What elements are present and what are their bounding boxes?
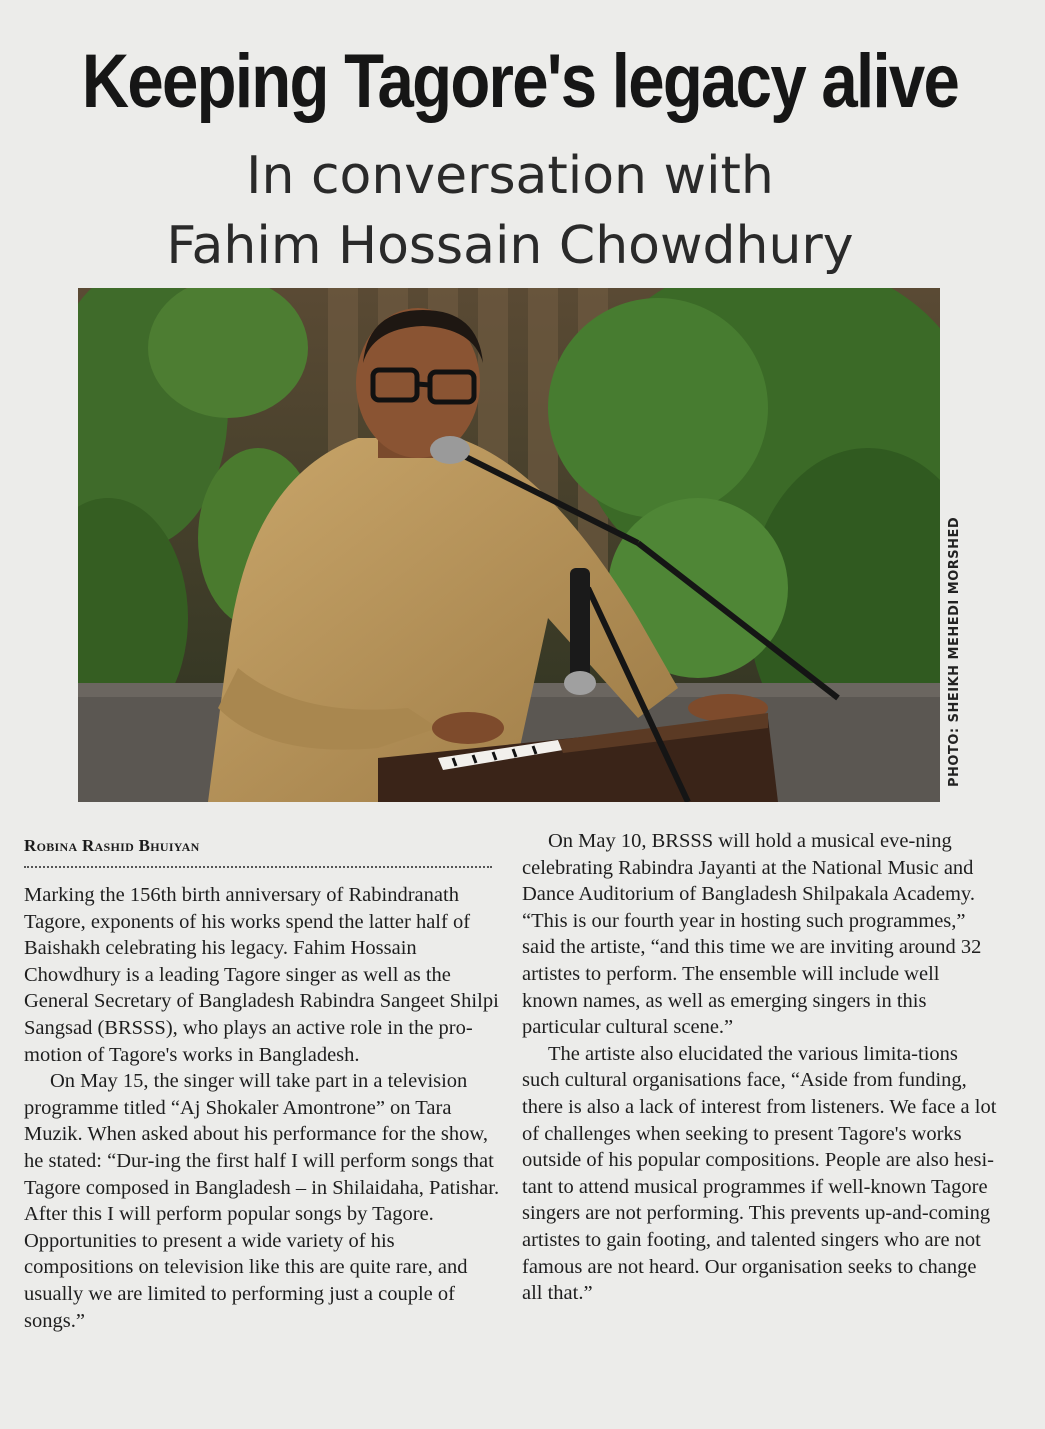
byline: Robina Rashid Bhuiyan <box>24 836 200 855</box>
photo-credit <box>940 288 972 802</box>
byline-divider <box>24 866 492 868</box>
paragraph: The artiste also elucidated the various limita-tions such cultural organisations face, “Aside from funding, there is also a lack of interest from listeners. We face a lot of challenges when seeking to present Tagore's works outside of his popular compositions. People are also hesi-tant to attend musical programmes if well-known Tagore singers are not performing. This prevents up-and-coming artistes to gain footing, and talented singers who are not famous are not heard. Our organisation seeks to change all that.” <box>522 1042 997 1305</box>
paragraph: On May 15, the singer will take part in a television programme titled “Aj Shokaler Amontrone” on Tara Muzik. When asked about his performance for the show, he stated: “Dur-ing the first half I will perform songs that Tagore composed in Bangladesh – in Shilaidaha, Patishar. After this I will perform popular songs by Tagore. Opportunities to present a wide variety of his compositions on television like this are quite rare, and usually we are limited to performing just a couple of songs.” <box>24 1070 500 1332</box>
paragraph: Marking the 156th birth anniversary of Rabindranath Tagore, exponents of his works spend the latter half of Baishakh celebrating his legacy. Fahim Hossain Chowdhury is a leading Tagore singer as well as the General Secretary of Bangladesh Rabindra Sangeet Shilpi Sangsad (BRSSS), who plays an active role in the pro-motion of Tagore's works in Bangladesh. <box>24 884 499 1066</box>
headline: Keeping Tagore's legacy alive <box>81 39 959 124</box>
subtitle-line-1: In conversation with <box>246 146 774 206</box>
article-photo <box>78 288 940 802</box>
article-column-right <box>522 828 1000 1307</box>
singer-photo-illustration <box>78 288 940 802</box>
paragraph: On May 10, BRSSS will hold a musical eve-ning celebrating Rabindra Jayanti at the National Music and Dance Auditorium of Bangladesh Shilpakala Academy. “This is our fourth year in hosting such programmes,” said the artiste, “and this time we are inviting around 32 artistes to perform. The ensemble will include well known names, as well as emerging singers in this particular cultural scene.” <box>522 830 982 1039</box>
article-column-left <box>24 882 502 1334</box>
photo-credit-text: PHOTO: SHEIKH MEHEDI MORSHED <box>947 516 962 787</box>
subtitle-line-2: Fahim Hossain Chowdhury <box>166 216 854 276</box>
